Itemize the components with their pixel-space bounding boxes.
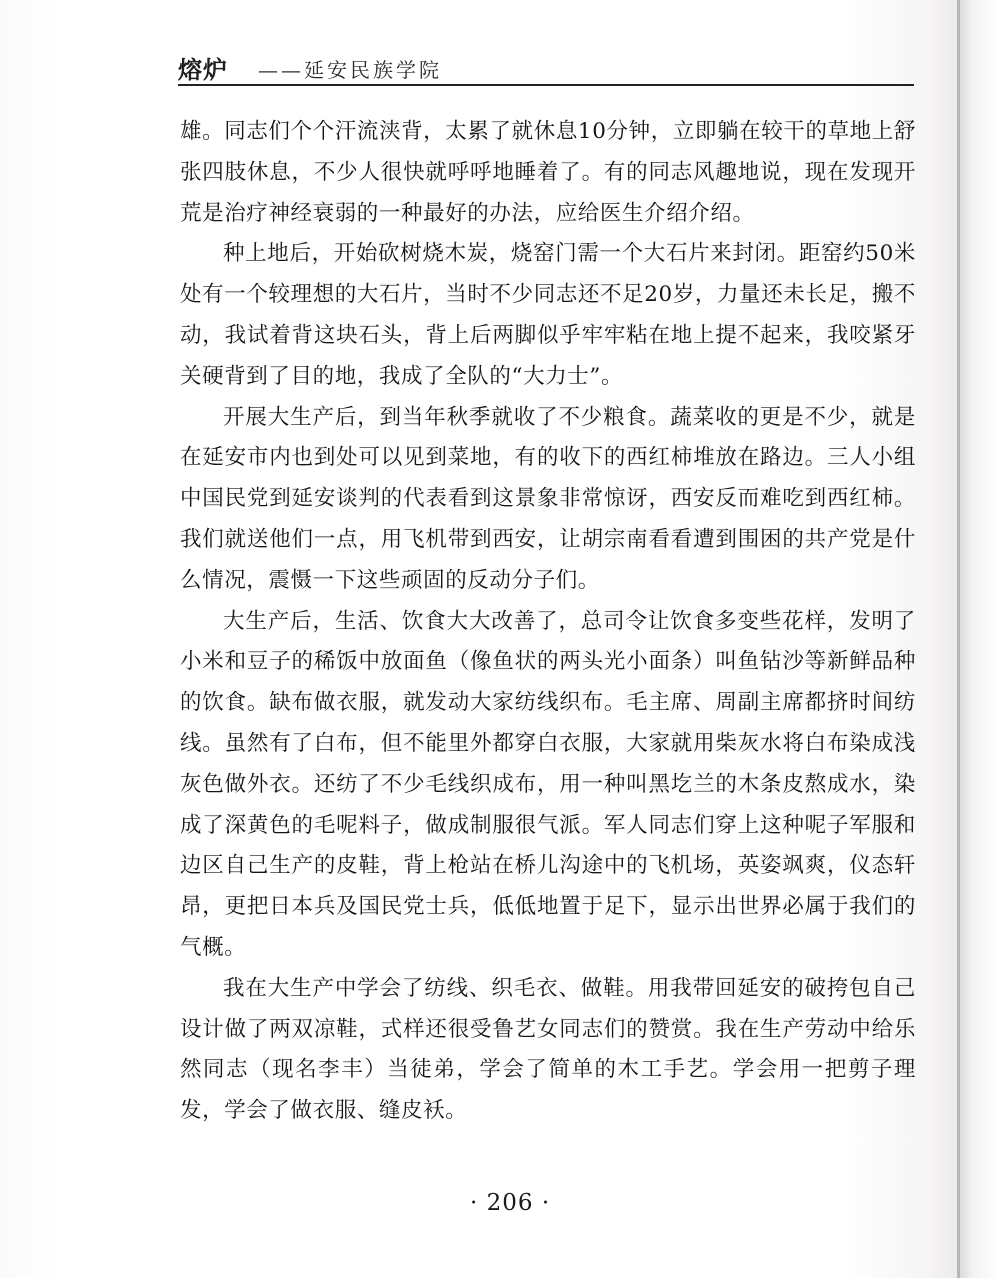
binding-edge bbox=[958, 0, 1000, 1278]
paragraph-1: 雄。同志们个个汗流浃背，太累了就休息10分钟，立即躺在较干的草地上舒张四肢休息，不少人很快就呼呼地睡着了。有的同志风趣地说，现在发现开荒是治疗神经衰弱的一种最好的办法，应给医生介绍介绍。 bbox=[180, 119, 916, 226]
paragraph-3: 开展大生产后，到当年秋季就收了不少粮食。蔬菜收的更是不少，就是在延安市内也到处可以见到菜地，有的收下的西红柿堆放在路边。三人小组中国民党到延安谈判的代表看到这景象非常惊讶，西安反而难吃到西红柿。我们就送他们一点，用飞机带到西安，让胡宗南看看遭到围困的共产党是什么情况，震慑一下这些顽固的反动分子们。 bbox=[180, 404, 916, 593]
running-head bbox=[178, 48, 918, 82]
paragraph-5: 我在大生产中学会了纺线、织毛衣、做鞋。用我带回延安的破挎包自己设计做了两双凉鞋，式样还很受鲁艺女同志们的赞赏。我在生产劳动中给乐然同志（现名李丰）当徒弟，学会了简单的木工手艺。学会用一把剪子理发，学会了做衣服、缝皮袄。 bbox=[180, 975, 916, 1124]
paragraph-4: 大生产后，生活、饮食大大改善了，总司令让饮食多变些花样，发明了小米和豆子的稀饭中放面鱼（像鱼状的两头光小面条）叫鱼钻沙等新鲜品种的饮食。缺布做衣服，就发动大家纺线织布。毛主席、周副主席都挤时间纺线。虽然有了白布，但不能里外都穿白衣服，大家就用柴灰水将白布染成浅灰色做外衣。还纺了不少毛线织成布，用一种叫黑圪兰的木条皮熬成水，染成了深黄色的毛呢料子，做成制服很气派。军人同志们穿上这种呢子军服和边区自己生产的皮鞋，背上枪站在桥儿沟途中的飞机场，英姿飒爽，仪态轩昂，更把日本兵及国民党士兵，低低地置于足下，显示出世界必属于我们的气概。 bbox=[180, 608, 916, 960]
binding-shadow bbox=[957, 0, 960, 1278]
header-rule bbox=[178, 84, 914, 86]
chapter-title: ——延安民族学院 bbox=[258, 58, 442, 82]
book-title: 熔炉 bbox=[178, 55, 228, 84]
page-number: · 206 · bbox=[470, 1190, 551, 1216]
paragraph-2: 种上地后，开始砍树烧木炭，烧窑门需一个大石片来封闭。距窑约50米处有一个较理想的大石片，当时不少同志还不足20岁，力量还未长足，搬不动，我试着背这块石头，背上后两脚似乎牢牢粘在地上提不起来，我咬紧牙关硬背到了目的地，我成了全队的“大力士”。 bbox=[180, 241, 916, 389]
body-text bbox=[180, 112, 916, 1132]
